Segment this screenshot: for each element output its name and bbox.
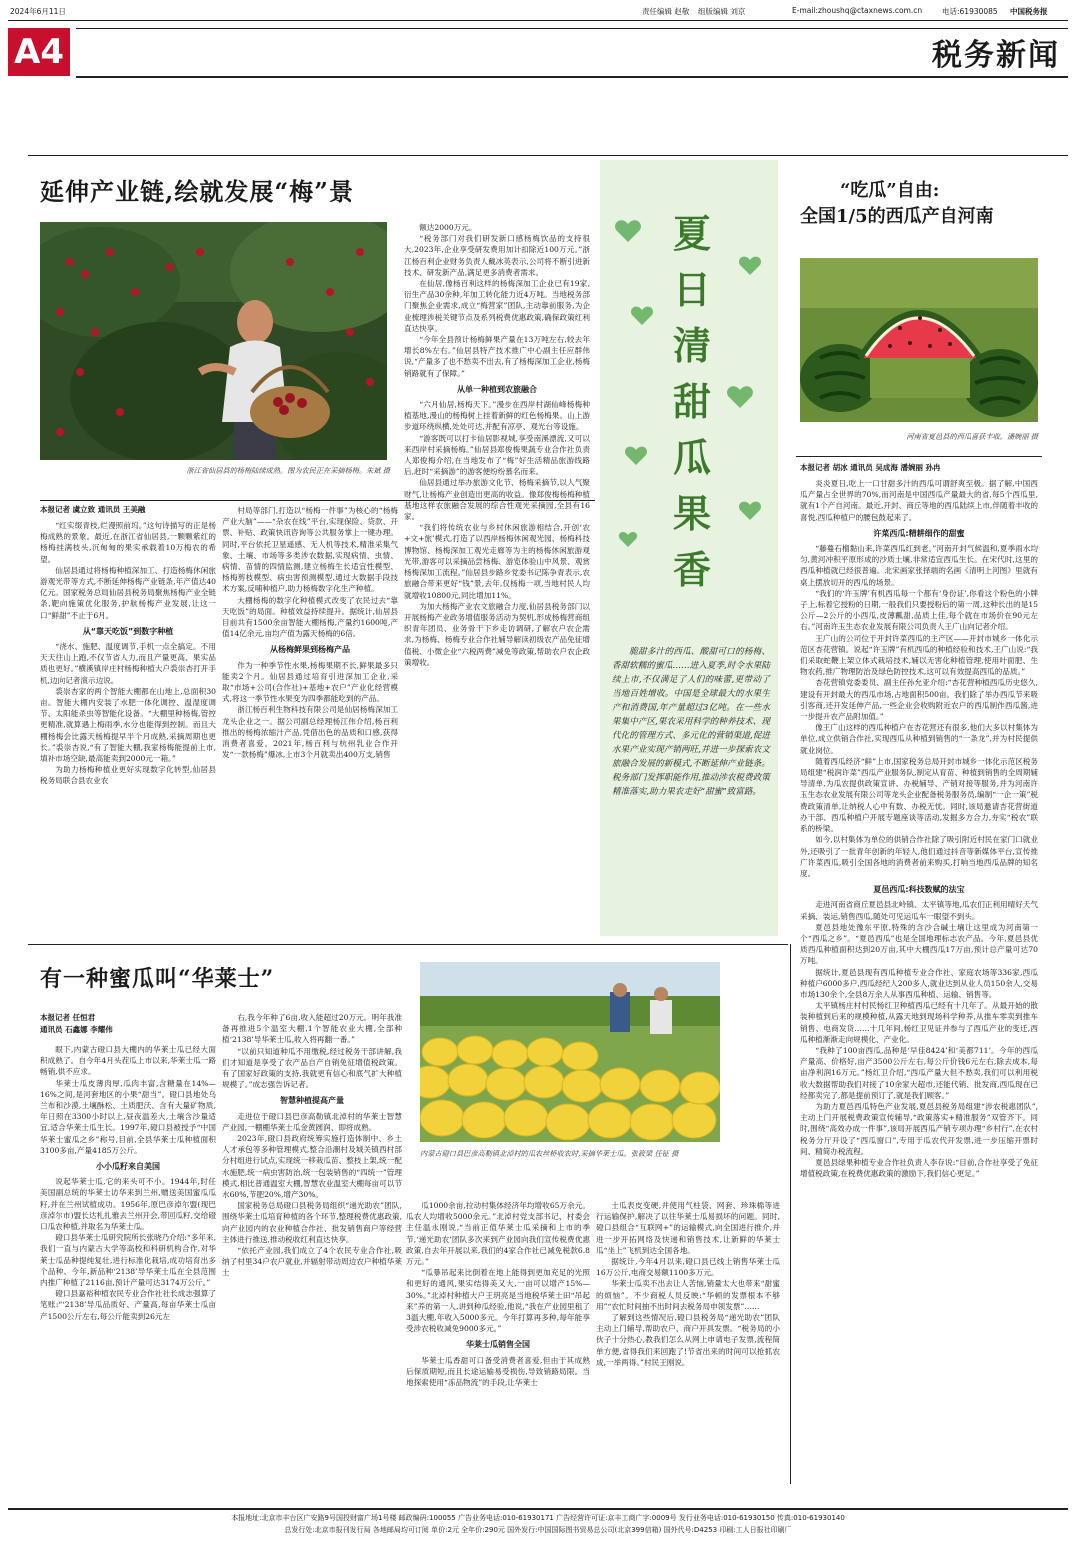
article2-byline: 本报记者 胡冰 通讯员 吴成海 潘婉丽 孙冉 (800, 463, 941, 472)
article2-headline-line2: 全国1/5的西瓜产自河南 (800, 206, 994, 227)
page-number: A4 (14, 32, 64, 72)
paragraph: “红实缀青枝,烂漫照前坞。”这句诗描写的正是杨梅成熟的景象。最近,在浙江省仙居县,一颗颗紫红的杨梅挂满枝头,沉甸甸的果实承载着10万梅农的希望。 (40, 521, 216, 564)
top-rule (8, 20, 1068, 21)
paragraph: 浙江杨百利生物科技有限公司是仙居杨梅深加工龙头企业之一。据公司副总经理杨江伟介绍,杨百利推出的杨梅浓缩汁产品,凭借出色的品质和口感,获得消费者喜爱。2021年,杨百利与杭州乳业合作开发“一款杨梅”爆冰,上市3个月就卖出400万支,销售 (222, 705, 398, 760)
footer-line-2: 总发行处:北京市报刊发行局 各地邮局均可订阅 单价:2元 全年价:290元 国外发行:中国国际图书贸易总公司(北京399信箱) 国外代号:D4253 印刷:工人日报社印刷厂 (284, 1526, 792, 1534)
paragraph: 走进河南省商丘夏邑县北岭镇、太平镇等地,瓜农们正利用晴好天气采摘、装运,销售西瓜,随处可见运瓜车一眼望不到头。 (800, 900, 1038, 921)
paragraph: 了解到这些情况后,磴口县税务局“递光助农”团队主动上门辅导,帮助农户、商户开具发票。“税务局的小伙子十分热心,教我们怎么从网上申请电子发票,流程简单方便,省得我们来回跑了!节省出来的时间可以抢抓农成,一举两得。”村民王刚说。 (596, 1313, 780, 1367)
paragraph: “依托产业园,我们成立了4个农民专业合作社,吸纳了村里34户农户就业,并辐射带动周边农户种植华莱士 (222, 1246, 402, 1278)
feature-box (600, 160, 778, 936)
issue-date: 2024年6月11日 (10, 7, 66, 16)
paragraph: 在仙居,像杨百利这样的杨梅深加工企业已有19家,衍生产品30余种,年加工转化能力近4万吨。当地税务部门聚焦企业需求,成立“梅营家”团队,主动靠前服务,为企业梳理涉税关键节点及系列税费优惠政策,确保政策红利直达快享。 (404, 279, 590, 333)
article3-photo-caption: 内蒙古磴口县巴彦高勒镇北淖村的瓜农丝桥收农时,采摘华莱士瓜。张筱梁 任钲 摄 (420, 1149, 679, 1158)
header-rule-top (76, 28, 1068, 29)
paragraph: 据统计,夏邑县现有西瓜种植专业合作社、家庭农场等336家,西瓜种植户6000多户,西瓜经纪人200多人,就业达到从业人员150余人,交易市场130余个,全县8万余人从事西瓜种植、运输、销售等。 (800, 967, 1038, 999)
layout-editor-credit: 组版编辑 刘京 (698, 7, 746, 16)
subheading: 从单一种植到农旅融合 (457, 384, 537, 394)
feature-title-char: 香 (672, 547, 711, 592)
paragraph: 炎炎夏日,吃上一口甘甜多汁的西瓜可谓舒爽至极。据了解,中国西瓜产量占全世界的70%,而河南是中国西瓜产量最大的省,每5个西瓜里,就有1个产自河南。最近,开封、商丘等地的西瓜陆续上市,伴随着丰收的喜悦,西瓜种植户的腰包鼓起来了。 (800, 479, 1038, 522)
footer-line-1: 本报地址:北京市丰台区广安路9号国投财富广场1号楼 邮政编码:100055 广告业务电话:010-61930171 广告经营许可证:京丰工商广字:0009号 发行业务电话:010-61930150 传真:010-61930140 (231, 1514, 845, 1522)
article3-col2 (222, 1012, 402, 1480)
paragraph: 华莱士瓜香甜可口备受消费者喜爱,但由于其成熟后保质期短,而且长途运输易受损伤,导致销路局限。当地探索使用“冻品物流”的手段,让华莱士 (406, 1355, 590, 1388)
subheading: 从杨梅鲜果到杨梅产品 (270, 645, 350, 655)
paragraph: 大棚杨梅的数字化种植模式改变了农民过去“靠天吃饭”的局面。种植效益持续提升。据统计,仙居县目前共有1500余亩智能大棚杨梅,产量约1600吨,产值14亿余元,亩均产值为露天杨梅的6倍。 (222, 595, 398, 639)
article2-body (800, 478, 1038, 1470)
subheading: 从“靠天吃饭”到数字种植 (82, 626, 174, 636)
article2-rule (796, 456, 1042, 457)
article1-photo (40, 222, 387, 460)
contact-email[interactable]: E-mail:zhoushq@ctaxnews.com.cn (792, 6, 923, 15)
paragraph: 杏花营镇党委委员、副主任孙允亚介绍:“杏花营种植西瓜历史悠久,建设有开封最大的西瓜市场,占地面积500亩。我们除了举办西瓜节来吸引客商,还开发延伸产品,一些企业会收购附近农户的西瓜制作西瓜酱,进一步提升农产品附加值。” (800, 678, 1038, 722)
paragraph: 仙居县通过举办旅游文化节、杨梅采摘节,以人气聚财气,让杨梅产业创造出更高的收益。像郑俊梅杨梅种植基地这样农旅融合发展的综合性观光采摘园,全县有16家。 (404, 478, 590, 522)
paragraph: 国家税务总局磴口县税务局组织“递光助农”团队,围绕华莱士瓜培育种植的各个环节,整理税费优惠政策,向产业园内的农业种植合作社、批发销售商户等经营主体进行推送,推动税收红利直达快享。 (222, 1201, 402, 1244)
article3-col3 (406, 1200, 590, 1480)
paragraph: 仙居县通过将杨梅种植深加工、打造杨梅休闲旅游观光带等方式,不断延伸杨梅产业链条,年产值达40亿元。国家税务总局仙居县税务局聚焦杨梅产业全链条,靶向施策优化服务,护航杨梅产业发展,让这一口“鲜甜”不止于6月。 (40, 565, 216, 620)
article3-col1 (40, 1044, 216, 1480)
paragraph: 说起华莱士瓜,它的来头可不小。1944年,时任美国副总统的华莱士访华来到兰州,赠送美国蜜瓜瓜籽,并在兰州试植成功。1956年,原巴彦淖尔盟(现巴彦淖尔市)盟长达札扎雅去兰州开会,带回瓜籽,交给磴口瓜农种植,并取名为华莱士瓜。 (40, 1177, 216, 1232)
editor-credit: 责任编辑 赵敬 (642, 7, 690, 16)
feature-title-char: 瓜 (672, 435, 711, 480)
subheading: 许菜西瓜:精耕细作的甜蜜 (873, 528, 965, 538)
paragraph: 太平镇杨庄村村民杨红卫种植西瓜已经有十几年了。从最开始的散装种植到后来的规模种植,从露天地到现场科学种养,从推车零卖到推车销售、电商发货……十几年间,杨红卫见证并参与了西瓜产业的变迁,西瓜种植渐渐走向规模化、产业化。 (800, 1001, 1038, 1044)
paragraph: 裘崇杏家的两个智能大棚都在山地上,总面积30亩。智能大棚内安装了水肥一体化调控、温湿度调节、太阳能杀虫等智能化设备。“大棚里种杨梅,管控更精准,就算遇上梅雨季,水分也能得到控制。而且大棚杨梅会比露天杨梅提早半个月成熟,采摘周期也更长。”裘崇杏说,“有了智能大棚,我家杨梅能提前上市,填补市场空缺,最高能卖到2000元一箱。” (40, 686, 216, 764)
subheading: 小小瓜籽来自美国 (96, 1162, 160, 1172)
section-title: 税务新闻 (932, 38, 1060, 73)
article2-headline-line1: “吃瓜”自由: (840, 180, 940, 201)
paragraph: 眼下,内蒙古磴口县大棚内的华莱士瓜已经大面积成熟了。自今年4月头茬瓜上市以来,华莱士瓜一路畅销,供不应求。 (40, 1045, 216, 1077)
paragraph: 磴口县华莱士瓜研究院所长张晓乃介绍:“多年来,我们一直与内蒙古大学等高校和科研机构合作,对华莱士瓜品种提纯复壮,进行标准化栽培,成功培育出多个品种。今年,新品种‘2138’导华莱士瓜在全县范围内推广种植了2116亩,预计产量可达3174万公斤。” (40, 1233, 216, 1288)
paragraph: 瓜1000余亩,拉动村集体经济年均增收65万余元。瓜农人均增收5000余元。”北淖村党支部书记、村委会主任温永刚说,“当前正值华莱士瓜采摘和上市的季节,‘递光助农’团队多次来到产业园向我们宣传税费优惠政策,自去年开展以来,我们的4家合作社已减免税款6.8万元。” (406, 1201, 590, 1267)
article1-col1 (40, 520, 216, 928)
paragraph: 士瓜表皮变硬,并使用气柱袋、网套、珍珠棉等进行运输保护,解决了以往华莱士瓜易损坏的问题。同时,磴口县组合“互联网+”的运输模式,向全国进行推介,并进一步开拓网络及快递和销售技术,让新鲜的华莱士瓜“坐上”飞机到达全国各地。 (596, 1201, 780, 1255)
paragraph: “我种了100亩西瓜,品种是‘早佳8424’和‘美都711’。今年的西瓜产量高、价格好,亩产3500公斤左右,每公斤价钱6元左右,除去成本,每亩净利润16万元。”杨红卫介绍,“西瓜产量大但不愁卖,我们可以利用税收大数据帮助我们对接了10余家大超市,还能代销、批发商,西瓜现在已经都卖完了,都是提前预订了,就是我们顾客。” (800, 1045, 1038, 1100)
article3-photo (420, 962, 720, 1142)
footer-rule (8, 1508, 1068, 1510)
article3-col4 (596, 1200, 780, 1480)
page-number-badge (8, 28, 70, 76)
paragraph: 华莱士瓜卖不出去让人苦恼,销量太大也带来“甜蜜的烦恼”。不少商税人员反映:“华顿的发票根本不够用”“农忙时间抽不出时间去税务局申领发票”…… (596, 1279, 780, 1311)
paragraph: 村局等部门,打造以“杨梅一件事”为核心的“杨梅产业大脑”——“杂农在线”平台,实现保险、贷款、开票、补贴、政策快讯咨询等公共服务掌上一键办理。同时,平台依托卫星遥感、无人机等技术,精准采集气象、土壤、市场等多类涉农数据,实现病情、虫情、病情、苗情的四情监测,建立杨梅生长适宜性模型、杨梅剪枝模型、病虫害预测模型,通过大数据手段技术方案,反哺种植户,助力杨梅数字化生产种植。 (222, 506, 398, 594)
paragraph: 右,我今年种了6亩,收入能超过20万元。明年我准备再推进5个温室大棚,1个智能农业大棚,全部种植‘2138’导华莱士瓜,收入将再翻一番。” (222, 1013, 402, 1045)
paragraph: 额达2000万元。 (419, 223, 477, 232)
paragraph: 夏邑县绿果种植专业合作社负责人李存说:“目前,合作社享受了免征增值税政策,在税费优惠政策的激励下,我们信心更足。” (800, 1157, 1038, 1179)
paragraph: “游客既可以打卡仙居影视城,享受南溪漂流,又可以来西岸村采摘杨梅。”仙居县郑俊梅果蔬专业合作社负责人郑俊梅介绍,在当地发布了“梅”好生活精品旅游线路后,赶时“采摘游”的游客便纷纷慕名而来。 (404, 433, 590, 477)
article1-col3 (404, 222, 590, 926)
paragraph: “我们将传统农业与乡村休闲旅游相结合,开创‘农+文+旅’模式,打造了以西岸杨梅休闲观光园、杨梅科技博物馆、杨梅深加工观光走廊等为主的杨梅休闲旅游观光带,游客可以采摘品尝杨梅、游览体验山中风景、观赏杨梅深加工流程。”仙居县步路乡党委书记陈争青表示,农旅融合带来更好“钱”景,去年,仅杨梅一项,当地村民人均就增收10800元,同比增加11%。 (404, 523, 590, 600)
paragraph: “藤蔓石榴黏山来,许菜西瓜红到老。”河南开封气候温和,夏季雨水均匀,黄河冲积平原形成的沙质土壤,非常适宜西瓜生长。在宋代时,这里的西瓜种植就已经很普遍。北宋画家张择端的名画《清明上河图》里就有桌上摆放切开的西瓜的场景。 (800, 544, 1038, 587)
paragraph: 作为一种季节性水果,杨梅果期不长,鲜果最多只能卖2个月。仙居县通过培育引进深加工企业,采取“市场+公司(合作社)+基地+农户”产业化经营模式,将这一季节性水果变为四季都能吃到的产品。 (222, 660, 398, 704)
paper-name: 中国税务报 (1010, 7, 1048, 16)
article1-photo-caption: 浙江省仙居县的杨梅陆续成熟。图为农民正在采摘杨梅。朱斌 摄 (186, 466, 390, 475)
masthead-bar (10, 6, 1066, 20)
contact-phone: 电话:61930085 (942, 7, 998, 16)
subheading: 华莱士瓜销售全国 (466, 1340, 530, 1350)
paragraph: “浇水、施肥、温度调节,手机一点全搞定。不用天天往山上跑,不仅节省人力,而且产量更高、果实品质也更好。”横溪镇岸庄村杨梅种植大户裘崇杏打开手机,边向记者演示边说。 (40, 642, 216, 685)
article1-col2 (222, 505, 398, 928)
paragraph: “六月仙居,杨梅天下。”漫步在西岸村湖仙峰杨梅种植基地,漫山的杨梅树上挂着新鲜的红色杨梅果。山上游步道环绕纵横,处处可达,并配有凉亭、观光台等设施。 (404, 400, 590, 432)
paragraph: 磴口县嘉裕种植农民专业合作社社长成志强算了笔账:“‘2138’导瓜品质好、产量高,每亩华莱士瓜亩产1500公斤左右,每公斤能卖到26元左 (40, 1289, 216, 1321)
feature-title-char: 日 (672, 267, 711, 312)
feature-title-char: 果 (672, 491, 711, 536)
feature-title-char: 夏 (672, 211, 711, 256)
article3-byline-1: 本报记者 任恒君 (40, 1013, 96, 1022)
paragraph: “税务部门对我们研发新口感杨梅饮品的支持很大,2023年,企业享受研发费用加计扣除近100万元。”浙江杨百利企业财务负责人戴冰英表示,公司将不断引进新技术、研发新产品,满足更多消费者需求。 (404, 234, 590, 277)
paragraph: 2023年,磴口县政府统筹实施打造体制中、乡土人才承包等多种管理模式,整合沿潮村及城关镇西村部分村组进行试点,实现统一移栽瓜苗、整枝上架,统一配水施肥,统一病虫害防治,统一包装销售的“四统一”管理模式,相比普通温室大棚,智慧农业温室大棚每亩可以节水60%,节肥20%,增产30%。 (222, 1134, 402, 1200)
paragraph: 夏邑县地处豫东平原,特殊的含沙合碱土壤让这里成为河南第一个“西瓜之乡”。“夏邑西瓜”也是全国地理标志农产品。今年,夏邑县优质西瓜种植面积达到20万亩,其中大棚西瓜17万亩,预计总产量可达70万吨。 (800, 922, 1038, 966)
feature-title-char: 清 (672, 323, 711, 368)
header-rule-bottom (76, 76, 1068, 78)
right-divider (790, 944, 791, 1484)
feature-title (668, 206, 716, 598)
subheading: 夏邑西瓜:科技数赋的法宝 (873, 885, 965, 895)
paragraph: 为加大杨梅产业农文旅融合力度,仙居县税务部门以开展杨梅产业政务增值服务活动为契机,形成杨梅营商组织青年团员、业务骨干下乡走访调研,了解农户农企需求,为杨梅、杨梅专业合作社辅导解读初级农产品免征增值税、小微企业“六税两费”减免等政策,帮助农户农企政策增收。 (404, 601, 590, 667)
article1-byline: 本报记者 虞立致 通讯员 王美融 (40, 505, 146, 514)
paragraph: 为助力杨梅种植业更好实现数字化转型,仙居县税务局联合县农业农 (40, 765, 216, 786)
paragraph: 如今,以村集体为单位的供销合作社除了吸引附近村民在家门口就业外,还吸引了一批青年创新的年轻人,他们通过抖音等新媒体平台,宣传推广许菜西瓜,吸引全国各地的消费者前来购买,打响当地西瓜品牌的知名度。 (800, 835, 1038, 878)
paragraph: 华莱士瓜皮薄肉厚,瓜肉丰富,含糖量在14%—16%之间,是河套地区的小果“甜当”。磴口县地处乌兰布和沙漠,土壤酥松、土质肥沃、含有大量矿物质,年日照在3300小时以上,昼夜温差大,土壤含沙量适宜,适合华莱士瓜生长。1997年,磴口县被授予“中国华莱士蜜瓜之乡”称号,目前,全县华莱士瓜种植面积3100多亩,产量4185万公斤。 (40, 1078, 216, 1155)
paragraph: “今年全县预计杨梅鲜果产量在13万吨左右,较去年增长8%左右。”仙居县特产技术推广中心副主任应群伟说,“产量多了也不愁卖不出去,有了杨梅深加工企业,杨梅销路就有了保障。” (404, 335, 590, 378)
paragraph: “以前只知道种瓜不用缴税,经过税务干部讲解,我们才知道是享受了农产品自产自销免征增值税政策。有了国家好政策的支持,我就更有信心和底气扩大种植规模了。”成志强告诉记者。 (222, 1046, 402, 1090)
article3-top-rule (28, 944, 788, 945)
paragraph: “我们的‘许玉牌’有机西瓜每一个都有‘身份证’,你看这个粉色的小牌子上,标着它授粉的日期,一般我们只要授粉后的第一周,这种长出的是15公斤—2公斤的小西瓜,皮薄瓤甜,品质上佳,每个就在市场价在90元左右。”河南许玉生态农业发展有限公司负责人王广山向记者介绍。 (800, 588, 1038, 632)
article3-headline: 有一种蜜瓜叫“华莱士” (40, 966, 275, 992)
paragraph: 据统计,今年4月以来,磴口县已线上销售华莱士瓜16万公斤,电商交易额1100多万元。 (596, 1257, 780, 1278)
feature-title-char: 甜 (672, 379, 711, 424)
article2-photo (800, 258, 1038, 422)
subheading: 智慧种植提高产量 (280, 1096, 344, 1106)
paragraph: 为助力夏邑西瓜特色产业发展,夏邑县税务局组建“涉农税惠团队”,主动上门开展税费政策宣传辅导,“政策落实+精准服务”双管齐下。同时,围绕“高效办成一件事”,该局开展西瓜产销专项办理“乡村行”,在农村税务分厅开设了“西瓜窗口”,专用于瓜农代开发票,进一步压缩开票时间、精简办税流程。 (800, 1101, 1038, 1156)
article1-headline: 延伸产业链,绘就发展“梅”景 (40, 177, 354, 206)
paragraph: “瓜暴吊起来比倒着在地上能得到更加充足的光照和更好的通风,果实结得美又大,一亩可以增产15%—30%。”北淖村种植大户王玥亮是当地税华莱士田“吊起来”养的第一人,讲到种瓜经验,他说,“我在产业园里租了3温大棚,年收入5000多元。今年打算再多种,每年能享受涉农税收减免9000多元。” (406, 1268, 590, 1334)
feature-text: 脆甜多汁的西瓜、酸甜可口的杨梅、香甜软糯的蜜瓜……进入夏季,时令水果陆续上市,不仅满足了人们的味蕾,更带动了当地百姓增收。中国是全球最大的水果生产和消费国,年产量超过3亿吨。在一些水果集中产区,果农采用科学的种养技术、现代化的管理方式、多元化的营销渠道,促进水果产业实现产销两旺,并进一步探索农文旅融合发展的新模式,不断延伸产业链条。税务部门发挥职能作用,推动涉农税费政策精准落实,助力果农走好“甜蜜”致富路。 (612, 647, 770, 797)
paragraph: 像王广山这样的西瓜种植户在杏花营还有很多,他们大多以村集体为单位,成立供销合作社,实现西瓜从种植到销售的“一条龙”,并为村民提供就业岗位。 (800, 723, 1038, 755)
paragraph: 随着西瓜经济“鲜”上市,国家税务总局开封市城乡一体化示范区税务局组建“税润许菜”西瓜产业服务队,制定从育苗、种植到销售的全周期辅导清单,为瓜农提供政策宣讲、办税辅导、产销对接等服务,并为河南许玉生态农业发展有限公司等龙头企业配备税务服务员,编制“一企一策”税费政策清单,让纳税人心中有数、办税无忧。同时,该局邀请杏花营街道办干部、西瓜种植户开展专题座谈等活动,发掘多方合力,夯实“税农”联系的桥梁。 (800, 756, 1038, 834)
article2-photo-caption: 河南省夏邑县的西瓜喜获丰收。潘婉丽 摄 (906, 432, 1038, 441)
paragraph: 走进位于磴口县巴彦高勒镇北淖村的华莱士智慧产业园,一棚棚华莱士瓜金黄圆润、即将成熟。 (222, 1111, 402, 1132)
paragraph: 王广山的公司位于开封许菜西瓜的主产区——开封市城乡一体化示范区杏花营镇。说起“许玉牌”有机西瓜的种植经验和技术,王广山说:“我们采取蛇鞭上架立体式栽培技术,辅以无害化种植管理,使用叶面肥、生物农药,推广物理防治及绿色防控技术,这可以有效提高西瓜的品质。” (800, 633, 1038, 677)
content-top-rule (28, 155, 1068, 156)
article3-byline-2: 通讯员 石鑫娜 李耀伟 (40, 1025, 113, 1034)
